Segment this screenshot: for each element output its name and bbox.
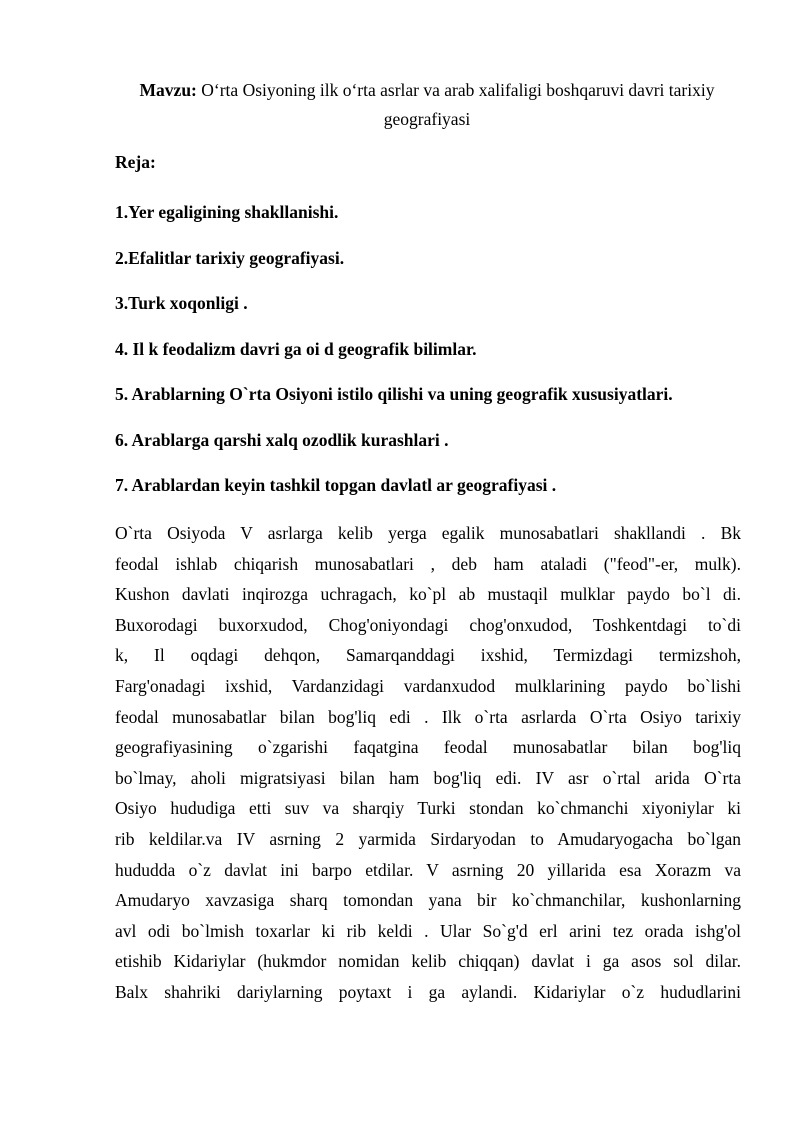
plan-item: 3.Turk xoqonligi . xyxy=(115,293,248,313)
topic-label: Mavzu: xyxy=(139,80,197,100)
plan-item: 1.Yer egaligining shakllanishi. xyxy=(115,202,339,222)
body-line: Amudaryo xavzasiga sharq tomondan yana bir ko`chmanchilar, kushonlarning xyxy=(115,890,741,911)
plan-heading: Reja: xyxy=(115,152,156,172)
body-line: rib keldilar.va IV asrning 2 yarmida Sirdaryodan to Amudaryogacha bo`lgan xyxy=(115,828,741,849)
body-line: O`rta Osiyoda V asrlarga kelib yerga egalik munosabatlari shakllandi . Bk xyxy=(115,523,741,543)
body-line: Farg'onadagi ixshid, Vardanzidagi vardanxudod mulklarining paydo bo`lishi xyxy=(115,675,741,696)
topic-text: O‘rta Osiyoning ilk o‘rta asrlar va arab xalifaligi boshqaruvi davri tarixiy geografiyasi xyxy=(201,80,715,129)
plan-item: 5. Arablarning O`rta Osiyoni istilo qilishi va uning geografik xususiyatlari. xyxy=(115,384,673,404)
body-line: Osiyo hududiga etti suv va sharqiy Turki stondan ko`chmanchi xiyoniylar ki xyxy=(115,798,741,819)
body-line: geografiyasining o`zgarishi faqatgina feodal munosabatlar bilan bog'liq xyxy=(115,737,741,758)
plan-item: 4. Il k feodalizm davri ga oi d geografik bilimlar. xyxy=(115,338,477,359)
body-line: k, Il oqdagi dehqon, Samarqanddagi ixshid, Termizdagi termizshoh, xyxy=(115,645,741,666)
plan-list xyxy=(115,198,755,517)
body-line: etishib Kidariylar (hukmdor nomidan kelib chiqqan) davlat i ga asos sol dilar. xyxy=(115,951,741,972)
body-line: bo`lmay, aholi migratsiyasi bilan ham bog'liq edi. IV asr o`rtal arida O`rta xyxy=(115,767,741,788)
plan-item: 6. Arablarga qarshi xalq ozodlik kurashlari . xyxy=(115,429,449,450)
body-line: Kushon davlati inqirozga uchragach, ko`pl ab mustaqil mulklar paydo bo`l di. xyxy=(115,584,741,605)
body-line: feodal ishlab chiqarish munosabatlari , deb ham ataladi ("feod"-er, mulk). xyxy=(115,553,741,574)
topic-title xyxy=(112,76,742,134)
body-line: avl odi bo`lmish toxarlar ki rib keldi . Ular So`g'd erl arini tez orada ishg'ol xyxy=(115,920,741,941)
body-line: feodal munosabatlar bilan bog'liq edi . Ilk o`rta asrlarda O`rta Osiyo tarixiy xyxy=(115,706,741,727)
body-line: hududda o`z davlat ini barpo etdilar. V asrning 20 yillarida esa Xorazm va xyxy=(115,859,741,880)
plan-item: 7. Arablardan keyin tashkil topgan davlatl ar geografiyasi . xyxy=(115,475,557,495)
body-line: Buxorodagi buxorxudod, Chog'oniyondagi chog'onxudod, Toshkentdagi to`di xyxy=(115,614,741,635)
body-paragraph xyxy=(115,518,741,1008)
body-line: Balx shahriki dariylarning poytaxt i ga aylandi. Kidariylar o`z hududlarini xyxy=(115,981,741,1002)
plan-item: 2.Efalitlar tarixiy geografiyasi. xyxy=(115,247,345,268)
